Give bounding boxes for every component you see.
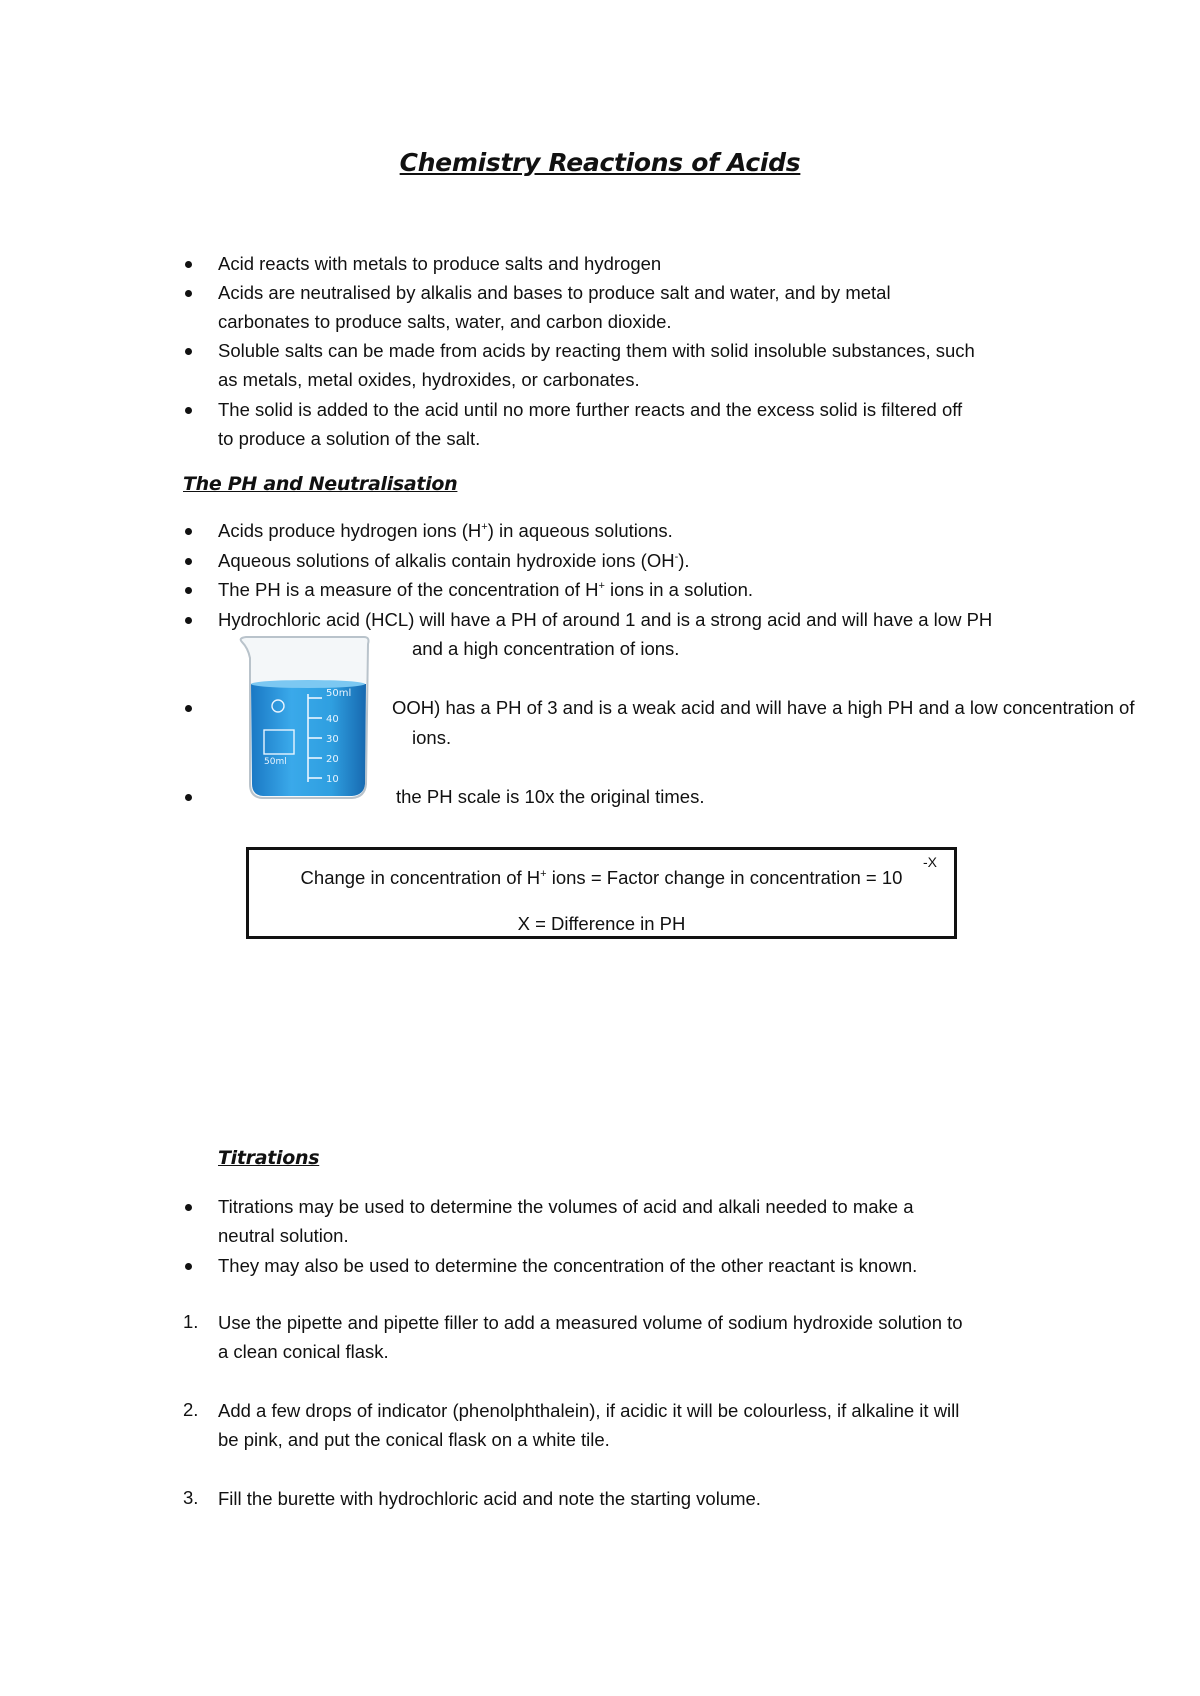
beaker-mark: 20 xyxy=(326,754,339,765)
beaker-mark: 50ml xyxy=(326,688,352,699)
text-run: Change in concentration of H xyxy=(300,867,541,888)
step-text: Fill the burette with hydrochloric acid and note the starting volume. xyxy=(218,1488,761,1509)
list-item xyxy=(218,578,753,602)
beaker-mark: 40 xyxy=(326,714,339,725)
step-text-continuation: be pink, and put the conical flask on a white tile. xyxy=(218,1429,610,1450)
beaker-side-label: 50ml xyxy=(264,757,287,767)
list-item-continuation: neutral solution. xyxy=(218,1225,349,1246)
beaker-icon xyxy=(236,634,372,800)
list-item: The solid is added to the acid until no more further reacts and the excess solid is filtered off xyxy=(218,399,963,420)
formula-line-1 xyxy=(249,867,954,889)
list-item: OOH) has a PH of 3 and is a weak acid and will have a high PH and a low concentration of xyxy=(392,697,1135,718)
list-item-continuation: to produce a solution of the salt. xyxy=(218,428,481,449)
list-item-continuation: and a high concentration of ions. xyxy=(412,638,680,659)
step-number: 3. xyxy=(183,1487,199,1508)
list-item xyxy=(218,519,673,543)
page-title: Chemistry Reactions of Acids xyxy=(399,148,801,177)
beaker-image xyxy=(236,634,372,800)
step-number: 2. xyxy=(183,1399,199,1420)
list-item-continuation: carbonates to produce salts, water, and carbon dioxide. xyxy=(218,311,672,332)
text-run: Acids produce hydrogen ions (H xyxy=(218,520,482,541)
formula-exponent: -X xyxy=(923,854,937,870)
list-item: the PH scale is 10x the original times. xyxy=(396,786,705,807)
superscript: - xyxy=(674,551,679,563)
text-run: The PH is a measure of the concentration of H xyxy=(218,579,599,600)
superscript: + xyxy=(598,580,605,592)
list-item: Soluble salts can be made from acids by reacting them with solid insoluble substances, such xyxy=(218,340,975,361)
list-item xyxy=(218,549,690,573)
beaker-mark: 10 xyxy=(326,774,339,785)
list-item: Acid reacts with metals to produce salts and hydrogen xyxy=(218,253,662,274)
step-text: Use the pipette and pipette filler to add a measured volume of sodium hydroxide solution to xyxy=(218,1312,963,1333)
step-text-continuation: a clean conical flask. xyxy=(218,1341,389,1362)
list-item: Hydrochloric acid (HCL) will have a PH of around 1 and is a strong acid and will have a low PH xyxy=(218,609,993,630)
text-run: ions = Factor change in concentration = 10 xyxy=(546,867,903,888)
list-item: Titrations may be used to determine the volumes of acid and alkali needed to make a xyxy=(218,1196,914,1217)
list-item-continuation: as metals, metal oxides, hydroxides, or carbonates. xyxy=(218,369,640,390)
formula-box xyxy=(246,847,957,939)
step-number: 1. xyxy=(183,1311,199,1332)
step-text: Add a few drops of indicator (phenolphthalein), if acidic it will be colourless, if alkaline it will xyxy=(218,1400,960,1421)
section-heading-ph: The PH and Neutralisation xyxy=(183,473,458,495)
list-item-continuation: ions. xyxy=(412,727,452,748)
section-heading-titrations: Titrations xyxy=(218,1147,320,1169)
text-run: ions in a solution. xyxy=(604,579,754,600)
list-item: Acids are neutralised by alkalis and bases to produce salt and water, and by metal xyxy=(218,282,891,303)
superscript: + xyxy=(481,521,488,533)
superscript: + xyxy=(540,868,547,880)
text-run: ) in aqueous solutions. xyxy=(487,520,673,541)
list-item: They may also be used to determine the concentration of the other reactant is known. xyxy=(218,1255,918,1276)
text-run: ). xyxy=(678,550,690,571)
formula-line-2: X = Difference in PH xyxy=(517,913,686,934)
text-run: Aqueous solutions of alkalis contain hydroxide ions (OH xyxy=(218,550,675,571)
beaker-mark: 30 xyxy=(326,734,339,745)
